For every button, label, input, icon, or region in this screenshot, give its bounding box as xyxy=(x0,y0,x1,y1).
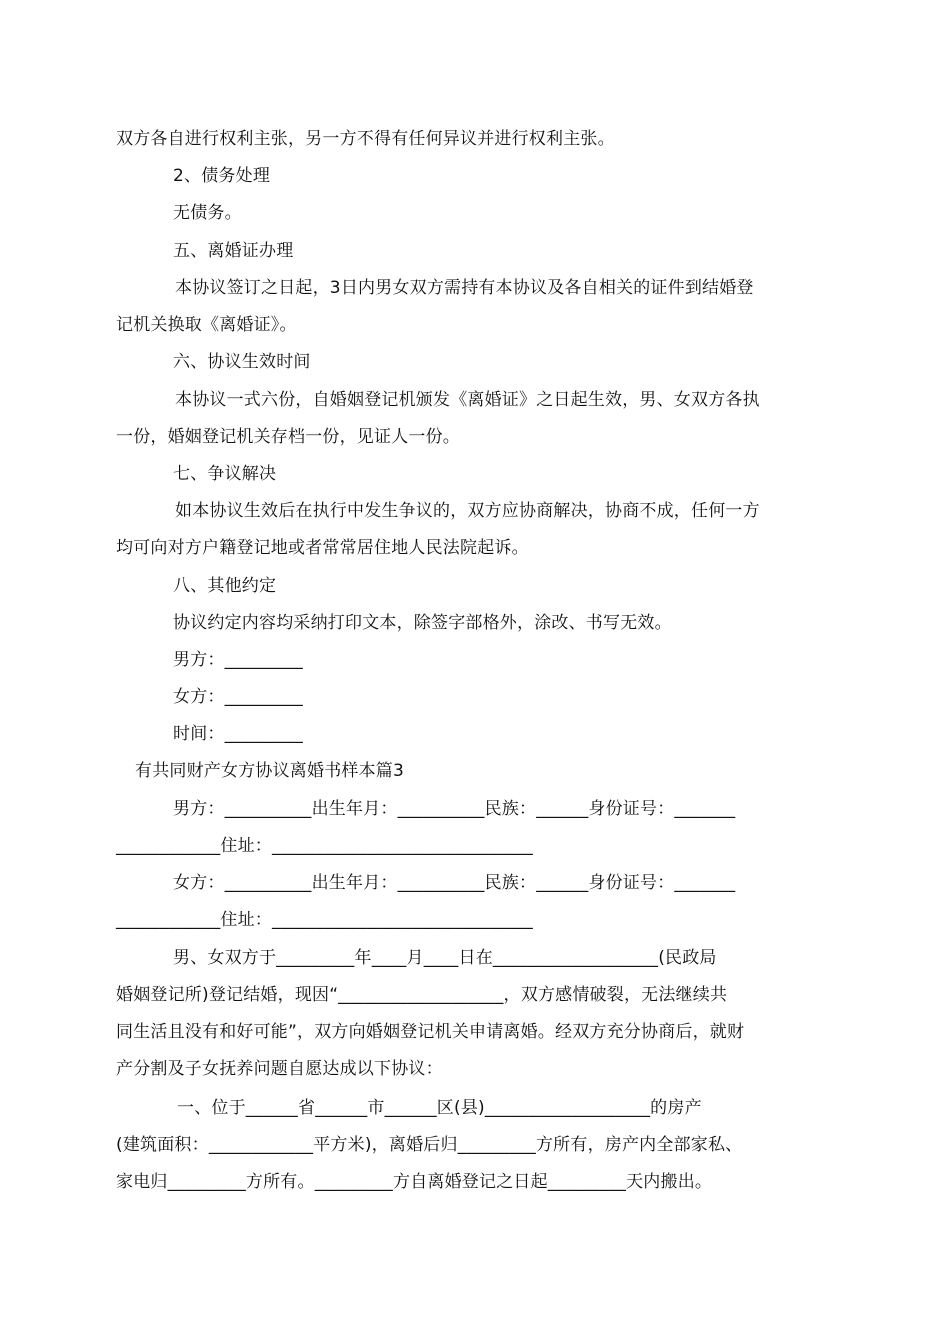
paragraph-line: 同生活且没有和好可能”，双方向婚姻登记机关申请离婚。经双方充分协商后，就财 xyxy=(116,1022,745,1042)
section-heading: 七、争议解决 xyxy=(173,464,277,484)
paragraph-line: 一、位于______省______市______区(县)___________________的房产 xyxy=(177,1098,702,1118)
signature-line-date: 时间：_________ xyxy=(173,724,303,744)
paragraph-line: 如本协议生效后在执行中发生争议的，双方应协商解决，协商不成，任何一方 xyxy=(175,501,760,521)
form-line: ____________住址：______________________________ xyxy=(116,836,533,856)
section-heading: 2、债务处理 xyxy=(173,166,271,186)
paragraph-line: 婚姻登记所)登记结婚，现因“___________________，双方感情破裂，无法继续共 xyxy=(116,985,728,1005)
paragraph-line: 产分割及子女抚养问题自愿达成以下协议： xyxy=(116,1059,443,1079)
form-line: ____________住址：______________________________ xyxy=(116,910,533,930)
paragraph-line: 记机关换取《离婚证》。 xyxy=(116,315,297,335)
form-line: 男方：__________出生年月：__________民族：______身份证号：_______ xyxy=(173,799,736,819)
paragraph-line: 协议约定内容均采纳打印文本，除签字部格外，涂改、书写无效。 xyxy=(173,613,672,633)
signature-line-male: 男方：_________ xyxy=(173,650,303,670)
section-heading: 八、其他约定 xyxy=(173,576,277,596)
paragraph-line: 家电归_________方所有。_________方自离婚登记之日起_________天内搬出。 xyxy=(116,1172,713,1192)
signature-line-female: 女方：_________ xyxy=(173,687,303,707)
paragraph-line: (建筑面积：____________平方米)，离婚后归_________方所有，房产内全部家私、 xyxy=(116,1135,743,1155)
form-line: 女方：__________出生年月：__________民族：______身份证号：_______ xyxy=(173,873,736,893)
paragraph-line: 无债务。 xyxy=(173,203,242,223)
section-heading: 五、离婚证办理 xyxy=(173,241,294,261)
paragraph-line: 均可向对方户籍登记地或者常常居住地人民法院起诉。 xyxy=(116,538,529,558)
article-title: 有共同财产女方协议离婚书样本篇3 xyxy=(135,761,405,781)
paragraph-line: 一份，婚姻登记机关存档一份，见证人一份。 xyxy=(116,427,460,447)
section-heading: 六、协议生效时间 xyxy=(173,352,311,372)
paragraph-line: 本协议签订之日起，3日内男女双方需持有本协议及各自相关的证件到结婚登 xyxy=(175,278,754,298)
paragraph-line: 本协议一式六份，自婚姻登记机颁发《离婚证》之日起生效，男、女双方各执 xyxy=(175,390,760,410)
paragraph-line: 双方各自进行权利主张，另一方不得有任何异议并进行权利主张。 xyxy=(116,129,615,149)
paragraph-line: 男、女双方于_________年____月____日在___________________(民政局 xyxy=(173,948,717,968)
